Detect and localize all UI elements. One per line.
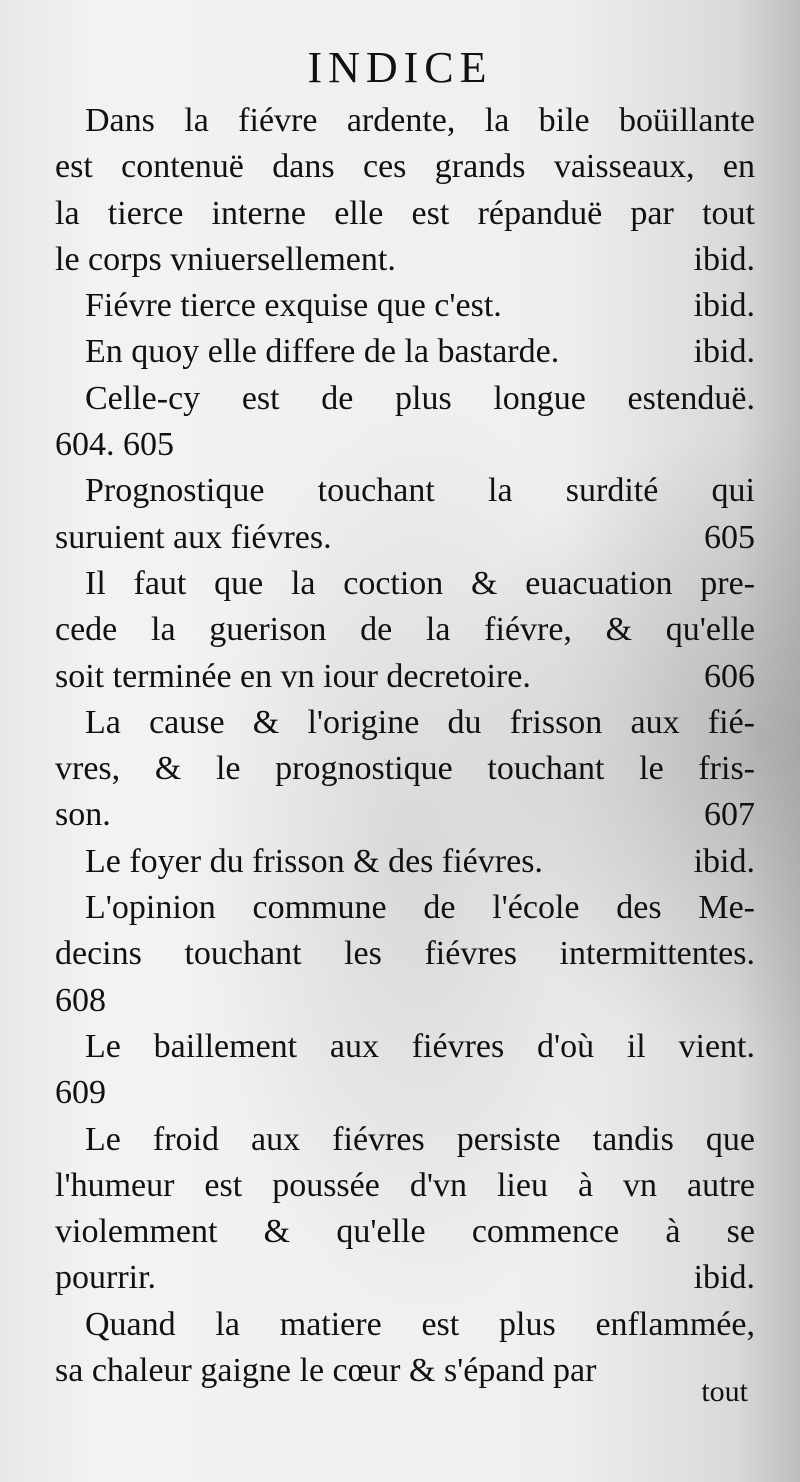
- index-entry: [55, 283, 755, 329]
- entry-line: la tierce interne elle est répanduë par tout: [55, 194, 755, 232]
- entry-line: 609: [55, 1074, 106, 1112]
- index-entry: [55, 700, 755, 839]
- index-entry: [55, 839, 755, 885]
- entry-line: Quand la matiere est plus enflammée,: [85, 1305, 755, 1343]
- entry-line: sa chaleur gaigne le cœur & s'épand par: [55, 1352, 597, 1390]
- entry-line: vres, & le prognostique touchant le fris-: [55, 750, 755, 788]
- entry-text: suruient aux fiévres.: [55, 518, 332, 556]
- page-header-title: INDICE: [307, 43, 493, 92]
- page-reference: ibid.: [693, 1259, 755, 1297]
- index-entry: [55, 1117, 755, 1302]
- index-entry: [55, 376, 755, 469]
- entry-text: Fiévre tierce exquise que c'est.: [85, 287, 502, 325]
- entry-line: Celle-cy est de plus longue estenduë.: [85, 379, 755, 417]
- entry-line: [55, 792, 755, 838]
- page-reference: ibid.: [693, 333, 755, 371]
- entry-line: Dans la fiévre ardente, la bile boüillante: [85, 102, 755, 139]
- entry-line: Le froid aux fiévres persiste tandis que: [85, 1120, 755, 1158]
- page-reference: 606: [704, 657, 755, 695]
- index-entry: [55, 468, 755, 561]
- entry-line: decins touchant les fiévres intermittentes.: [55, 935, 755, 973]
- entry-line: [55, 515, 755, 561]
- entry-text: son.: [55, 796, 111, 834]
- entry-line: L'opinion commune de l'école des Me-: [85, 889, 755, 927]
- index-entry: [55, 329, 755, 375]
- entry-text: soit terminée en vn iour decretoire.: [55, 657, 531, 695]
- entry-line: [55, 654, 755, 700]
- page-reference: 605: [704, 518, 755, 556]
- page-reference: 607: [704, 796, 755, 834]
- index-entries: [55, 98, 755, 1394]
- index-entry: [55, 98, 755, 283]
- index-entry: [55, 561, 755, 700]
- page-reference: ibid.: [693, 240, 755, 278]
- entry-line: Prognostique touchant la surdité qui: [85, 472, 755, 510]
- entry-line: 608: [55, 981, 106, 1019]
- entry-text: le corps vniuersellement.: [55, 240, 396, 278]
- index-entry: [55, 885, 755, 1024]
- entry-text: Le foyer du frisson & des fiévres.: [85, 842, 543, 880]
- page-reference: ibid.: [693, 287, 755, 325]
- entry-line: Il faut que la coction & euacuation pre-: [85, 564, 755, 602]
- entry-line: [55, 283, 755, 329]
- entry-line: [55, 329, 755, 375]
- entry-line: l'humeur est poussée d'vn lieu à vn autre: [55, 1166, 755, 1204]
- entry-line: est contenuë dans ces grands vaisseaux, en: [55, 148, 755, 186]
- entry-line: violemment & qu'elle commence à se: [55, 1213, 755, 1251]
- entry-line: 604. 605: [55, 426, 174, 464]
- entry-line: [55, 1255, 755, 1301]
- entry-line: [55, 839, 755, 885]
- entry-line: Le baillement aux fiévres d'où il vient.: [85, 1027, 755, 1065]
- catchword: tout: [701, 1375, 748, 1408]
- entry-line: [55, 237, 755, 283]
- entry-text: En quoy elle differe de la bastarde.: [85, 333, 560, 371]
- entry-line: cede la guerison de la fiévre, & qu'elle: [55, 611, 755, 649]
- entry-text: pourrir.: [55, 1259, 157, 1297]
- entry-line: La cause & l'origine du frisson aux fié-: [85, 703, 755, 741]
- page-reference: ibid.: [693, 842, 755, 880]
- index-entry: [55, 1024, 755, 1117]
- index-entry: [55, 1302, 755, 1395]
